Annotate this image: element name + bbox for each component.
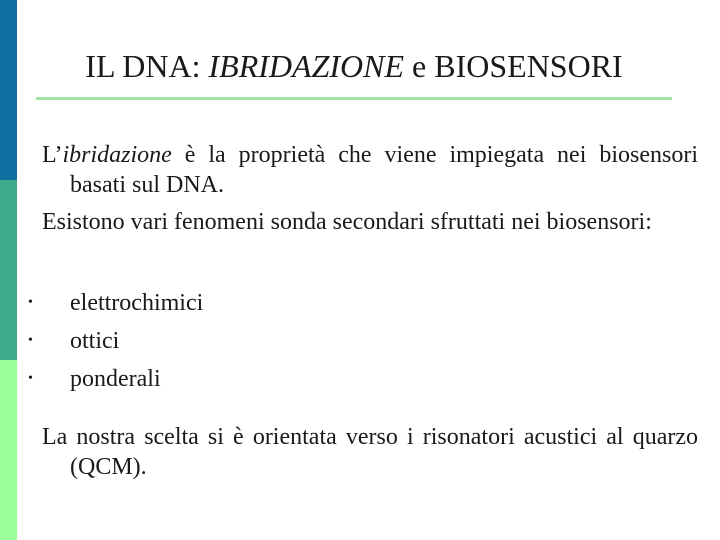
p1-before: L’ bbox=[42, 142, 63, 168]
list-item bbox=[28, 322, 203, 360]
bullet-icon: • bbox=[28, 333, 33, 348]
paragraph-scelta-qcm: La nostra scelta si è orientata verso i risonatori acustici al quarzo (QCM). bbox=[42, 424, 698, 480]
title-underline bbox=[36, 97, 672, 100]
list-item bbox=[28, 360, 203, 398]
side-bar-top-segment bbox=[0, 0, 17, 180]
bullet-label: elettrochimici bbox=[70, 290, 204, 316]
bullet-icon: • bbox=[28, 295, 33, 310]
bullet-icon: • bbox=[28, 371, 33, 386]
list-item bbox=[28, 284, 203, 322]
side-bar-bottom-segment bbox=[0, 360, 17, 540]
side-bar-middle-segment bbox=[0, 180, 17, 360]
p1-after: è la proprietà che viene impiegata nei biosensori basati sul DNA. bbox=[70, 142, 698, 198]
bullet-label: ponderali bbox=[70, 366, 161, 392]
paragraph-ibridazione bbox=[42, 140, 698, 200]
title-suffix: BIOSENSORI bbox=[434, 48, 623, 84]
title-italic-word: IBRIDAZIONE bbox=[208, 48, 405, 84]
slide-title bbox=[36, 44, 672, 88]
bullet-label: ottici bbox=[70, 328, 120, 354]
title-middle: e bbox=[404, 48, 435, 84]
p1-italic-term: ibridazione bbox=[62, 142, 172, 168]
title-prefix: IL DNA: bbox=[85, 48, 209, 84]
bullet-list bbox=[28, 284, 203, 398]
paragraph-fenomeni-sonda: Esistono vari fenomeni sonda secondari sfruttati nei biosensori: bbox=[42, 209, 652, 235]
